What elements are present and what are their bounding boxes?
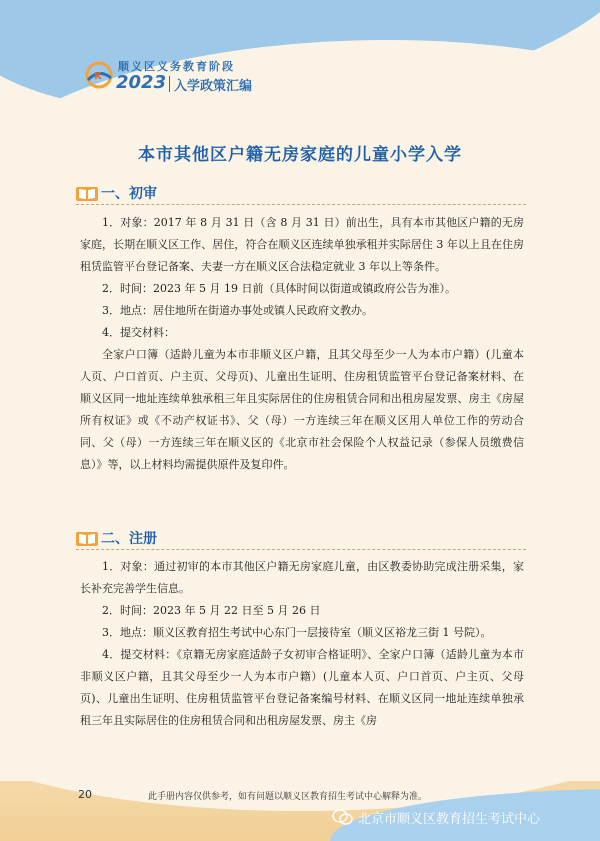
section-title: 二、注册 (101, 531, 157, 547)
page-title: 本市其他区户籍无房家庭的儿童小学入学 (138, 145, 462, 165)
paragraph: 1．对象：通过初审的本市其他区户籍无房家庭儿童，由区教委协助完成注册采集，家长补充完善学生信息。 (80, 560, 524, 595)
paragraph: 1．对象：2017 年 8 月 31 日（含 8 月 31 日）前出生，具有本市其他区户籍的无房家庭，长期在顺义区工作、居住，符合在顺义区连续单独承租并实际居住 3 年以上且在住房租赁监管平台登记备案、夫妻一方在顺义区合法稳定就业 3 年以上等条件。 (80, 216, 524, 273)
header-year: 2023 (116, 72, 167, 93)
header-title: 入学政策汇编 (174, 79, 253, 94)
section-body-registration (80, 556, 524, 732)
paragraph: 3．地点：顺义区教育招生考试中心东门一层接待室（顺义区裕龙三街 1 号院）。 (102, 626, 492, 639)
page-number: 20 (78, 788, 92, 801)
paragraph: 全家户口簿（适龄儿童为本市非顺义区户籍，且其父母至少一人为本市户籍）(儿童本人页、户口首页、户主页、父母页)、儿童出生证明、住房租赁监管平台登记备案材料、在顺义区同一地址连续单独承租三年且实际居住的住房租赁合同和出租房屋发票、房主《房屋所有权证》或《不动产权证书》、父（母）一方连续三年在顺义区用人单位工作的劳动合同、父（母）一方连续三年在顺义区的《北京市社会保险个人权益记录（参保人员缴费信息）》等，以上材料均需提供原件及复印件。 (80, 348, 524, 471)
book-icon (76, 530, 98, 546)
footer-note: 此手册内容仅供参考，如有问题以顺义区教育招生考试中心解释为准。 (148, 792, 428, 802)
watermark (332, 808, 540, 826)
section-body-initial-review (80, 212, 524, 476)
section-title: 一、初审 (101, 186, 157, 202)
section-heading-registration (76, 528, 526, 550)
paragraph: 4．提交材料：《京籍无房家庭适龄子女初审合格证明》、全家户口簿（适龄儿童为本市非顺义区户籍，且其父母至少一人为本市户籍）(儿童本人页、户口首页、户主页、父母页)、儿童出生证明、住房租赁监管平台登记备案编号材料、在顺义区同一地址连续单独承租三年且实际居住的住房租赁合同和出租房屋发票、房主《房 (80, 648, 524, 727)
header-subtitle: 顺义区义务教育阶段 (118, 60, 235, 73)
handbook-header (84, 56, 304, 100)
book-icon (76, 185, 98, 201)
paragraph: 4．提交材料： (102, 326, 175, 339)
paragraph: 2．时间：2023 年 5 月 19 日前（具体时间以街道或镇政府公告为准）。 (102, 282, 456, 295)
logo-icon (84, 60, 114, 90)
paragraph: 2．时间：2023 年 5 月 22 日至 5 月 26 日 (102, 604, 321, 617)
svg-text:K: K (94, 71, 102, 82)
paragraph: 3．地点：居住地所在街道办事处或镇人民政府文教办。 (102, 304, 373, 317)
wechat-icon (332, 809, 354, 825)
watermark-text: 北京市顺义区教育招生考试中心 (358, 811, 541, 827)
section-heading-initial-review (76, 183, 526, 205)
header-divider (169, 76, 170, 92)
